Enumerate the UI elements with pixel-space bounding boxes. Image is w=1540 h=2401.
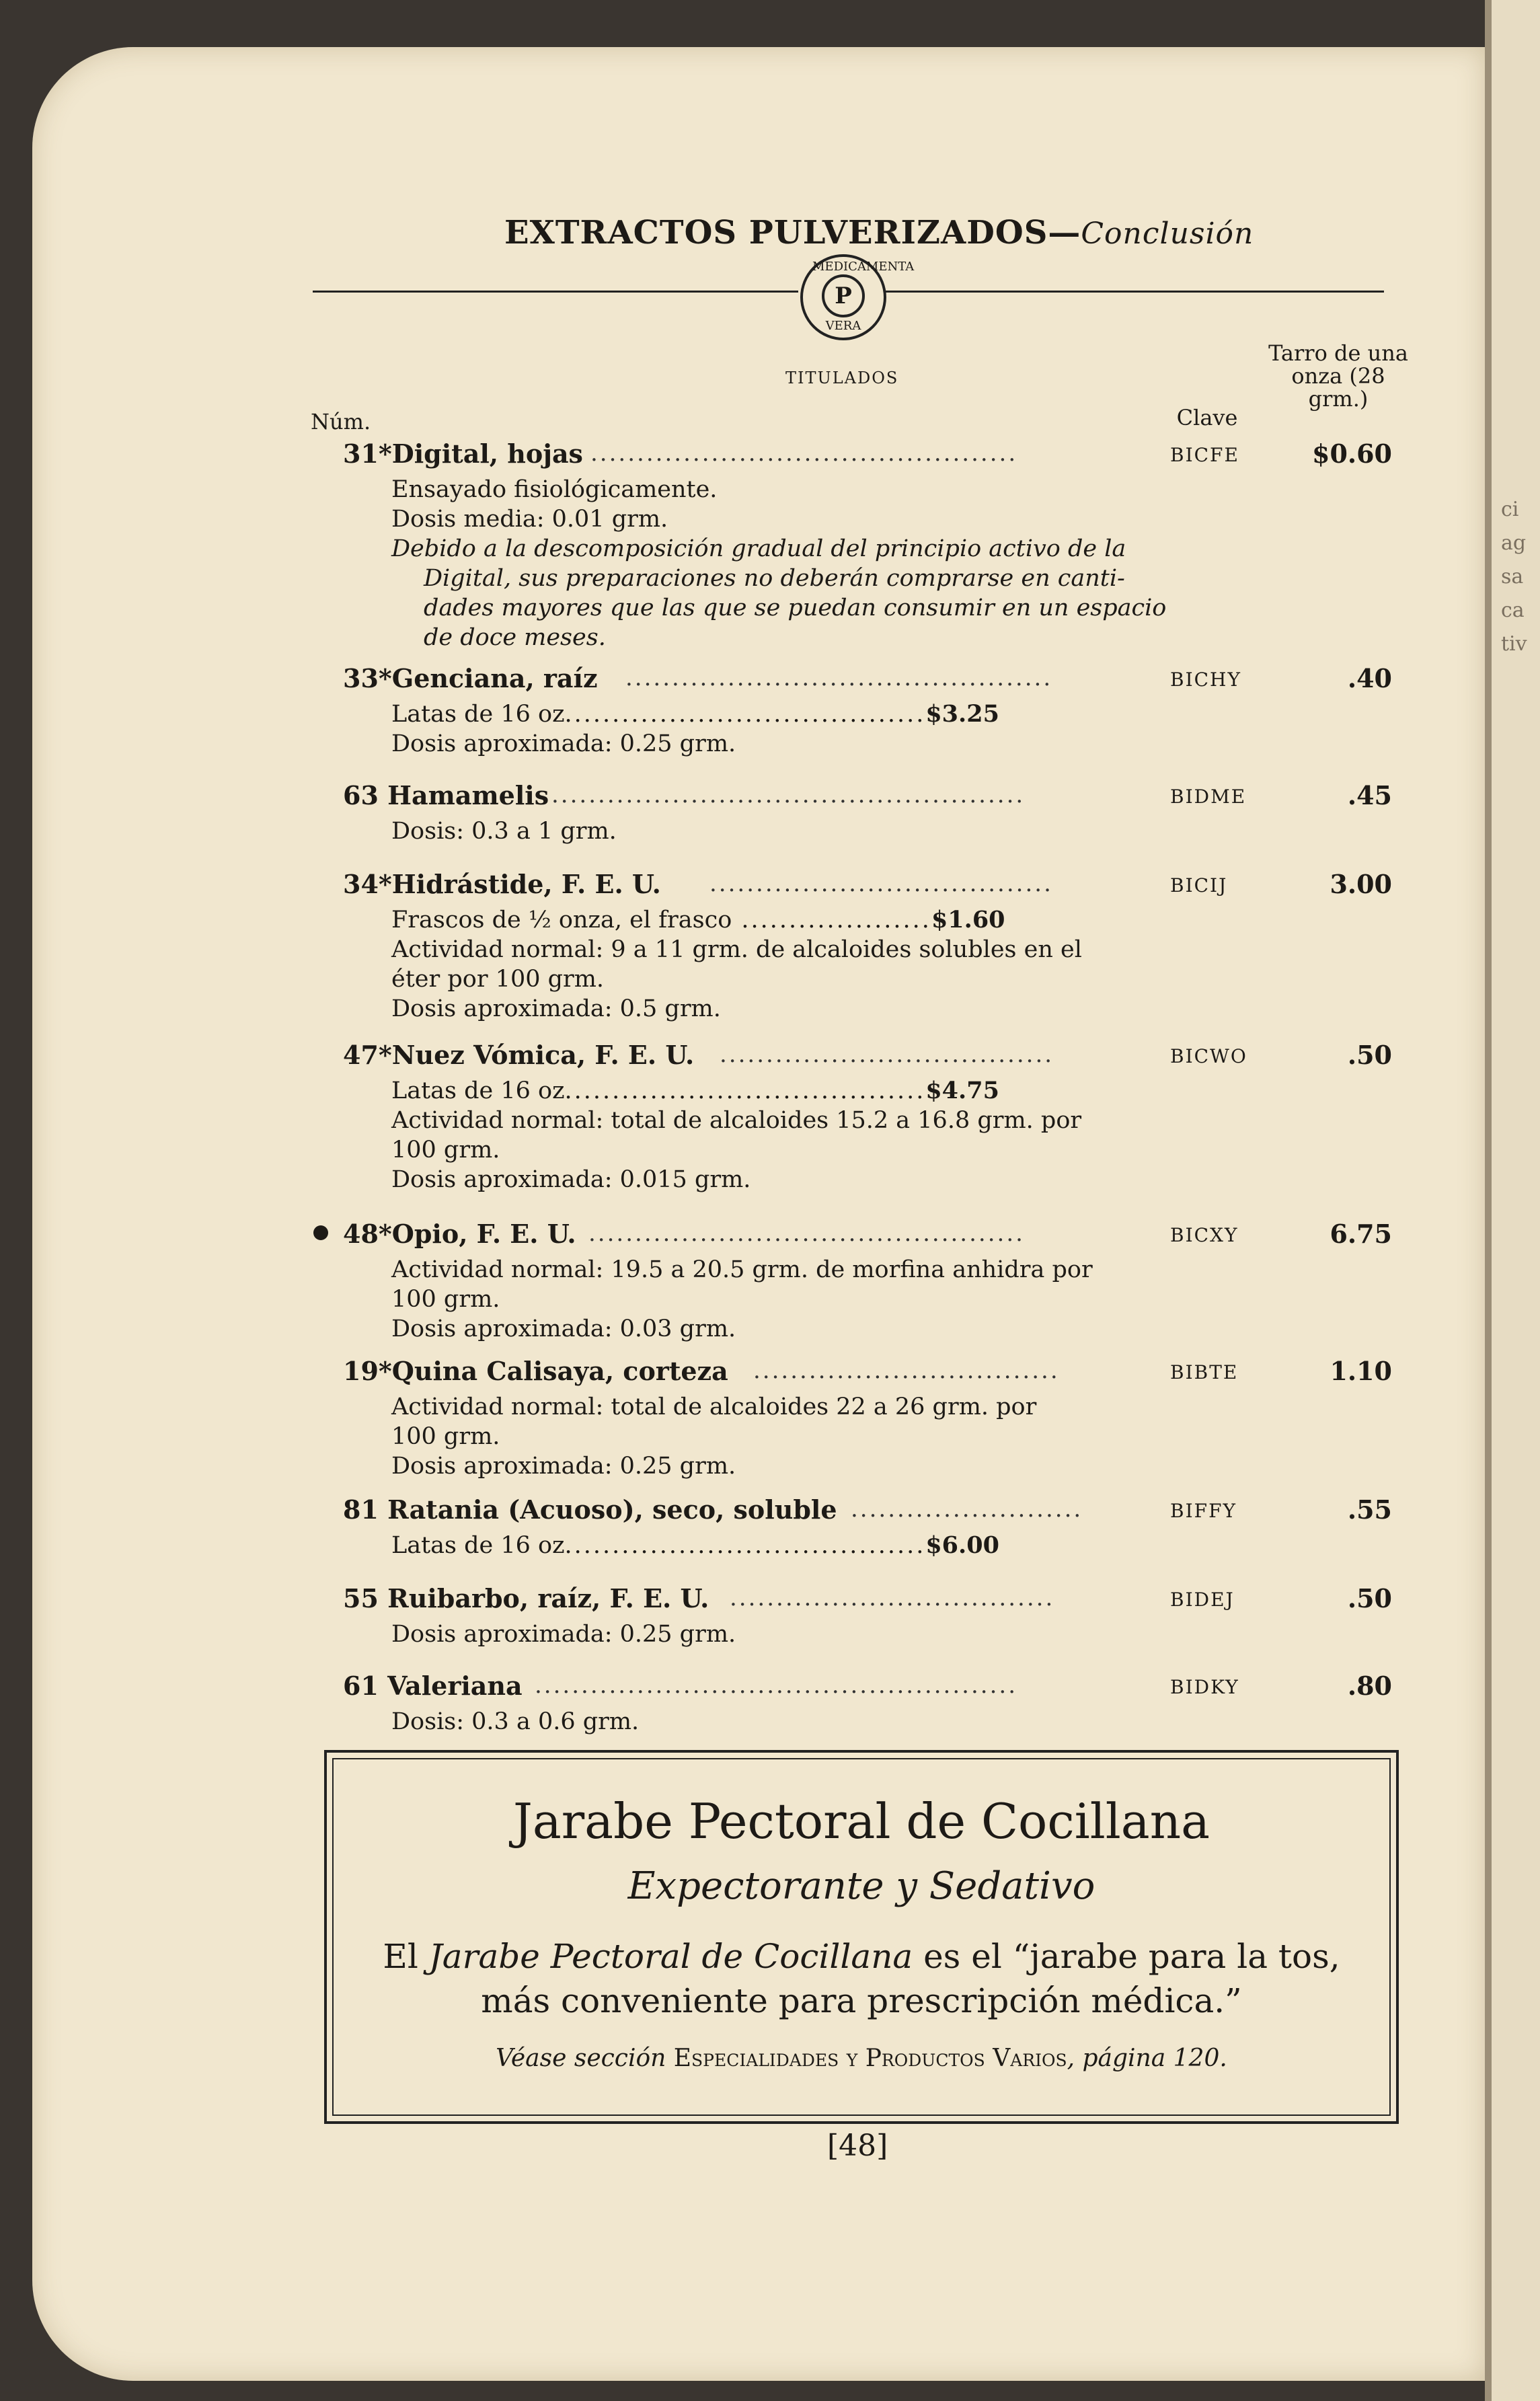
product-code: BIDKY <box>1170 1676 1239 1698</box>
advertisement-box <box>324 1750 1399 2124</box>
ad-reference: Véase sección Especialidades y Productos Varios, página 120. <box>496 2045 1227 2072</box>
product-code: BICHY <box>1170 669 1241 691</box>
product-name: 55 Ruibarbo, raíz, F. E. U. <box>343 1583 709 1613</box>
column-titulados: TITULADOS <box>785 369 899 387</box>
page-number: [48] <box>827 2129 888 2163</box>
product-code: BICWO <box>1170 1045 1247 1067</box>
product-code: BIFFY <box>1170 1500 1237 1522</box>
product-name: 48*Opio, F. E. U. <box>343 1219 576 1249</box>
seal-emblem: MEDICAMENTA P VERA <box>800 254 886 340</box>
column-num: Núm. <box>311 409 371 434</box>
product-name: 81 Ratania (Acuoso), seco, soluble <box>343 1494 837 1525</box>
list-item: 63 Hamamelis ................................................... BIDME .45 Dosis: 0.3 a 1 grm. <box>343 780 1392 845</box>
product-price: 3.00 <box>1330 869 1392 899</box>
product-price: .50 <box>1347 1040 1392 1070</box>
product-price: .80 <box>1347 1671 1392 1701</box>
page-title: EXTRACTOS PULVERIZADOS—Conclusión <box>504 214 1254 252</box>
product-name: 33*Genciana, raíz <box>343 663 598 693</box>
product-code: BICIJ <box>1170 874 1228 897</box>
list-item: 31*Digital, hojas .............................................. BICFE $0.60 Ensayado fisiológicamente. Dosis media: 0.01 grm. Debido a la descomposición gradual del principio activo de la Digital, sus preparaciones no deberán comprarse en canti- dades mayores que las que se puedan consumir en un espacio de doce meses. <box>343 439 1392 651</box>
title-rule-right <box>883 291 1384 293</box>
product-code: BIDME <box>1170 786 1247 808</box>
ad-subtitle: Expectorante y Sedativo <box>627 1864 1095 1908</box>
ad-body: El Jarabe Pectoral de Cocillana es el “jarabe para la tos, más conveniente para prescripción médica.” <box>383 1937 1340 2020</box>
list-item: 61 Valeriana .................................................... BIDKY .80 Dosis: 0.3 a 0.6 grm. <box>343 1671 1392 1735</box>
product-name: 47*Nuez Vómica, F. E. U. <box>343 1040 695 1070</box>
product-name: 34*Hidrástide, F. E. U. <box>343 869 661 899</box>
list-item: 81 Ratania (Acuoso), seco, soluble ......................... BIFFY .55 Latas de 16 oz......................................$6.00 <box>343 1494 1392 1559</box>
product-name: 63 Hamamelis <box>343 780 549 810</box>
product-price: 6.75 <box>1330 1219 1392 1249</box>
list-item: 19*Quina Calisaya, corteza ................................. BIBTE 1.10 Actividad normal: total de alcaloides 22 a 26 grm. por 100 grm. Dosis aproximada: 0.25 grm. <box>343 1356 1392 1480</box>
column-tarro: Tarro de una onza (28 grm.) <box>1268 340 1408 412</box>
product-code: BIBTE <box>1170 1361 1239 1383</box>
adjacent-page-edge: ci ag sa ca tiv <box>1485 0 1540 2401</box>
product-code: BIDEJ <box>1170 1589 1235 1611</box>
product-name: 61 Valeriana <box>343 1671 523 1701</box>
title-rule-left <box>313 291 798 293</box>
product-price: .45 <box>1347 780 1392 810</box>
product-code: BICXY <box>1170 1224 1239 1246</box>
product-price: $0.60 <box>1312 439 1392 469</box>
product-price: .55 <box>1347 1494 1392 1525</box>
list-item: 55 Ruibarbo, raíz, F. E. U. ................................... BIDEJ .50 Dosis aproximada: 0.25 grm. <box>343 1583 1392 1648</box>
list-item: 33*Genciana, raíz .............................................. BICHY .40 Latas de 16 oz......................................$3.25 Dosis aproximada: 0.25 grm. <box>343 663 1392 757</box>
column-clave: Clave <box>1176 405 1238 430</box>
ad-title: Jarabe Pectoral de Cocillana <box>512 1793 1210 1850</box>
product-name: 19*Quina Calisaya, corteza <box>343 1356 728 1386</box>
list-item: 48*Opio, F. E. U. ............................................... BICXY 6.75 Actividad normal: 19.5 a 20.5 grm. de morfina anhidra por 100 grm. Dosis aproximada: 0.03 grm. <box>343 1219 1392 1344</box>
product-price: .40 <box>1347 663 1392 693</box>
list-item: 34*Hidrástide, F. E. U. ..................................... BICIJ 3.00 Frascos de ½ onza, el frasco ....................$1.60 Actividad normal: 9 a 11 grm. de alcaloides solubles en el éter por 100 grm. Dosis aproximada: 0.5 grm. <box>343 869 1392 1022</box>
bullet-icon <box>313 1225 328 1240</box>
product-code: BICFE <box>1170 444 1239 466</box>
product-price: .50 <box>1347 1583 1392 1613</box>
product-price: 1.10 <box>1330 1356 1392 1386</box>
product-name: 31*Digital, hojas <box>343 439 583 469</box>
list-item: 47*Nuez Vómica, F. E. U. .................................... BICWO .50 Latas de 16 oz......................................$4.75 Actividad normal: total de alcaloides 15.2 a 16.8 grm. por 100 grm. Dosis aproximada: 0.015 grm. <box>343 1040 1392 1193</box>
